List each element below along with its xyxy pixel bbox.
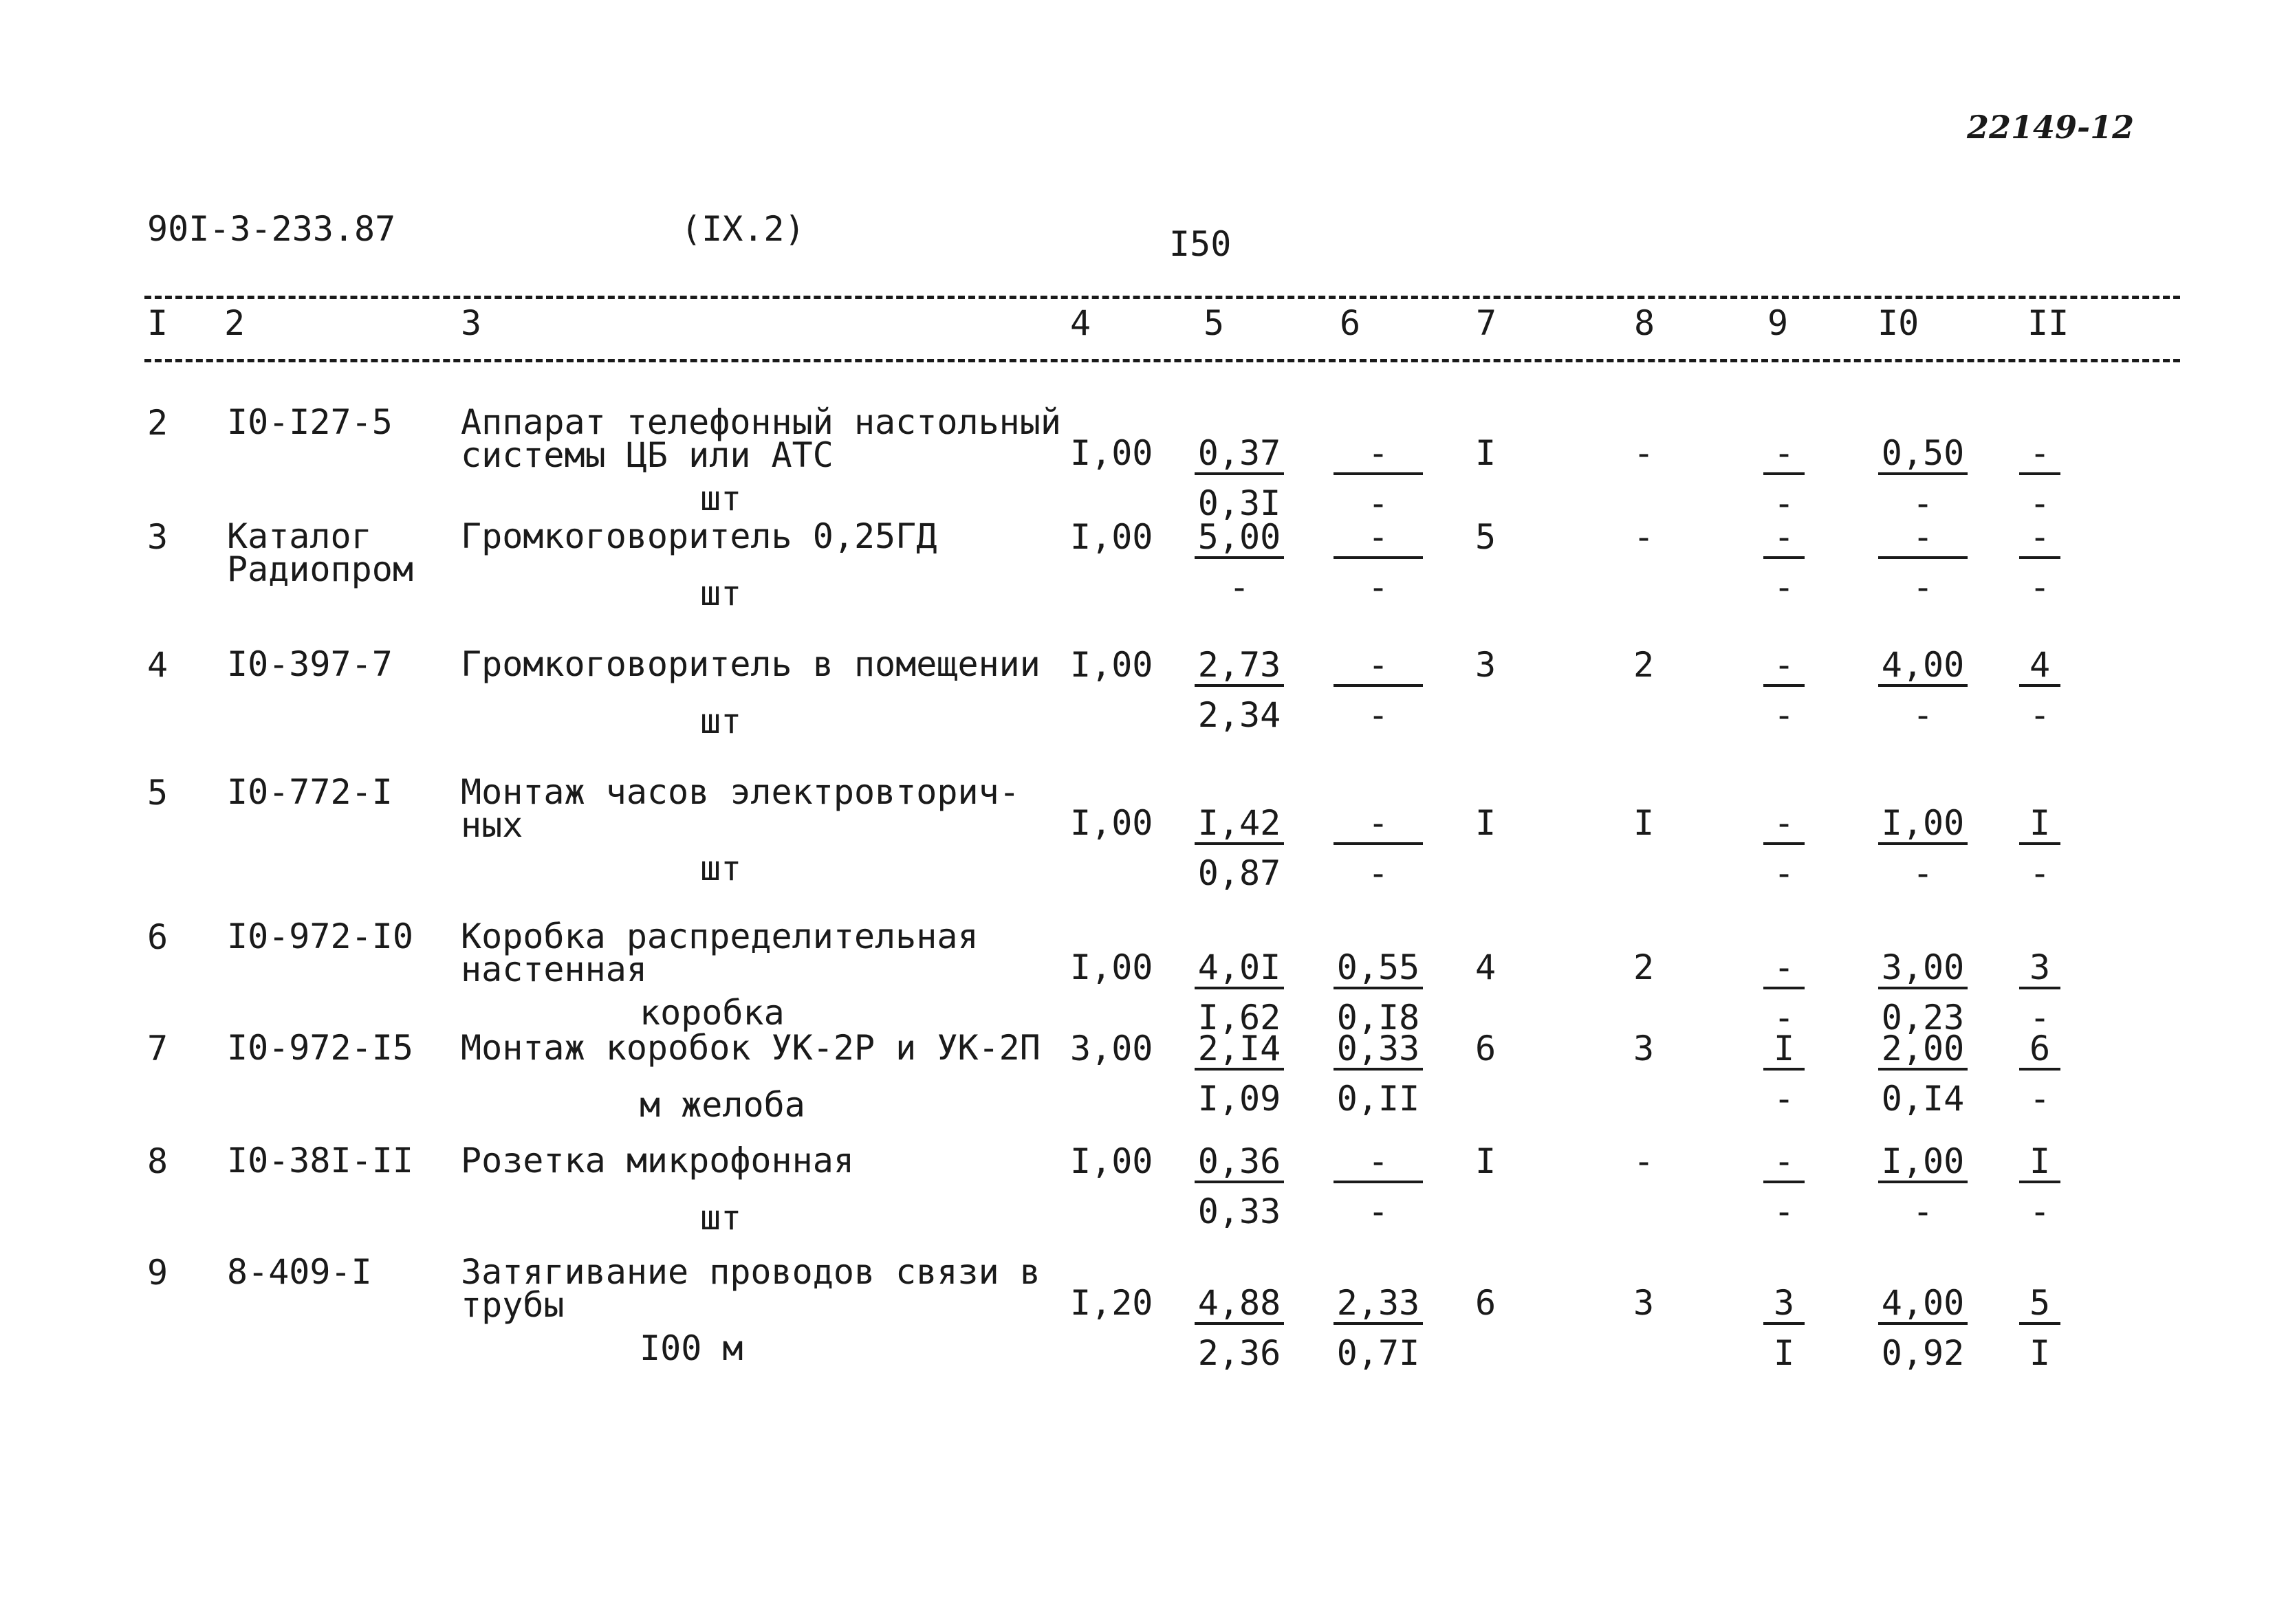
- column-header-6: 6: [1340, 303, 1361, 343]
- fraction-c5: [1195, 1283, 1284, 1373]
- fraction-c5: [1195, 947, 1284, 1038]
- norm-code: Каталог: [227, 516, 372, 556]
- unit-of-measure: шт: [700, 701, 742, 741]
- norm-code: I0-972-I0: [227, 917, 413, 956]
- denominator-c9: -: [1773, 998, 1795, 1038]
- fraction-c10: [1878, 1283, 1968, 1373]
- quantity: I,00: [1070, 645, 1153, 685]
- denominator-c5: 0,87: [1197, 853, 1281, 893]
- fraction-c5: [1195, 433, 1284, 523]
- fraction-c5: [1195, 1029, 1284, 1119]
- norm-code: I0-I27-5: [227, 402, 393, 442]
- value-c7: I: [1474, 433, 1496, 473]
- norm-code: 8-409-I: [227, 1252, 372, 1292]
- fraction-c9: [1763, 517, 1805, 607]
- numerator-c5: 5,00: [1195, 520, 1284, 559]
- denominator-c5: 2,34: [1197, 695, 1281, 735]
- numerator-c11: 4: [2019, 648, 2060, 687]
- header-rule-top: [144, 296, 2180, 299]
- denominator-c9: -: [1773, 1192, 1795, 1231]
- denominator-c6: 0,I8: [1336, 998, 1420, 1038]
- value-c7: I: [1474, 1141, 1496, 1181]
- denominator-c9: -: [1773, 1079, 1795, 1119]
- numerator-c9: -: [1763, 520, 1805, 559]
- fraction-c11: [2019, 433, 2060, 523]
- fraction-c6: [1334, 1029, 1423, 1119]
- value-c7: 6: [1474, 1283, 1496, 1323]
- fraction-c6: [1334, 1283, 1423, 1373]
- quantity: I,00: [1070, 517, 1153, 557]
- denominator-c5: 2,36: [1197, 1333, 1281, 1373]
- denominator-c6: -: [1367, 853, 1389, 893]
- numerator-c10: 3,00: [1878, 950, 1968, 989]
- norm-code: Радиопром: [227, 549, 413, 589]
- quantity: I,20: [1070, 1283, 1153, 1323]
- work-description: Громкоговоритель в помещении: [461, 644, 1041, 684]
- denominator-c11: -: [2029, 853, 2051, 893]
- fraction-c10: [1878, 947, 1968, 1038]
- numerator-c10: -: [1878, 520, 1968, 559]
- numerator-c9: -: [1763, 806, 1805, 845]
- numerator-c11: 6: [2019, 1031, 2060, 1071]
- work-description: системы ЦБ или АТС: [461, 435, 834, 475]
- fraction-c9: [1763, 1029, 1805, 1119]
- fraction-c6: [1334, 803, 1423, 893]
- work-description: трубы: [461, 1285, 565, 1325]
- column-header-10: I0: [1877, 303, 1919, 343]
- work-description: ных: [461, 805, 523, 845]
- column-header-11: II: [2027, 303, 2069, 343]
- denominator-c6: -: [1367, 483, 1389, 523]
- numerator-c5: 2,I4: [1195, 1031, 1284, 1071]
- fraction-c6: [1334, 947, 1423, 1038]
- work-description: Коробка распределительная: [461, 917, 979, 956]
- denominator-c6: -: [1367, 567, 1389, 607]
- work-description: Монтаж часов электровторич-: [461, 772, 1020, 812]
- unit-of-measure: I00 м: [640, 1328, 743, 1368]
- denominator-c6: 0,II: [1336, 1079, 1420, 1119]
- fraction-c6: [1334, 1141, 1423, 1231]
- fraction-c11: [2019, 1029, 2060, 1119]
- fraction-c9: [1763, 1283, 1805, 1373]
- row-number: 6: [147, 917, 168, 957]
- denominator-c5: -: [1228, 567, 1250, 607]
- work-description: Монтаж коробок УК-2Р и УК-2П: [461, 1028, 1041, 1068]
- numerator-c9: I: [1763, 1031, 1805, 1071]
- row-number: 3: [147, 517, 168, 557]
- denominator-c10: -: [1912, 695, 1934, 735]
- denominator-c9: -: [1773, 853, 1795, 893]
- fraction-c11: [2019, 947, 2060, 1038]
- denominator-c6: -: [1367, 695, 1389, 735]
- fraction-c6: [1334, 433, 1423, 523]
- denominator-c5: 0,33: [1197, 1192, 1281, 1231]
- quantity: 3,00: [1070, 1029, 1153, 1068]
- column-header-4: 4: [1070, 303, 1091, 343]
- numerator-c11: 3: [2019, 950, 2060, 989]
- fraction-c10: [1878, 803, 1968, 893]
- numerator-c9: -: [1763, 1144, 1805, 1183]
- value-c8: 3: [1633, 1029, 1655, 1068]
- fraction-c6: [1334, 517, 1423, 607]
- unit-of-measure: шт: [700, 573, 742, 613]
- value-c8: 3: [1633, 1283, 1655, 1323]
- value-c7: 5: [1474, 517, 1496, 557]
- value-c8: I: [1633, 803, 1655, 843]
- unit-of-measure: шт: [700, 848, 742, 888]
- numerator-c6: -: [1334, 436, 1423, 475]
- numerator-c10: I,00: [1878, 806, 1968, 845]
- denominator-c5: I,09: [1197, 1079, 1281, 1119]
- numerator-c5: 4,0I: [1195, 950, 1284, 989]
- value-c8: -: [1633, 433, 1655, 473]
- numerator-c5: I,42: [1195, 806, 1284, 845]
- work-description: Затягивание проводов связи в: [461, 1252, 1041, 1292]
- denominator-c10: 0,I4: [1881, 1079, 1965, 1119]
- denominator-c5: 0,3I: [1197, 483, 1281, 523]
- numerator-c6: -: [1334, 520, 1423, 559]
- numerator-c11: I: [2019, 1144, 2060, 1183]
- work-description: Аппарат телефонный настольный: [461, 402, 1061, 442]
- denominator-c11: -: [2029, 1079, 2051, 1119]
- value-c8: -: [1633, 517, 1655, 557]
- numerator-c11: -: [2019, 520, 2060, 559]
- value-c7: 4: [1474, 947, 1496, 987]
- denominator-c9: -: [1773, 695, 1795, 735]
- column-header-1: I: [147, 303, 168, 343]
- numerator-c9: -: [1763, 950, 1805, 989]
- fraction-c10: [1878, 1141, 1968, 1231]
- numerator-c10: 4,00: [1878, 1286, 1968, 1325]
- fraction-c11: [2019, 1283, 2060, 1373]
- work-description: настенная: [461, 950, 647, 989]
- row-number: 7: [147, 1029, 168, 1068]
- numerator-c6: -: [1334, 648, 1423, 687]
- denominator-c10: -: [1912, 1192, 1934, 1231]
- norm-code: I0-397-7: [227, 644, 393, 684]
- unit-of-measure: м желоба: [640, 1085, 805, 1125]
- numerator-c11: I: [2019, 806, 2060, 845]
- numerator-c11: -: [2019, 436, 2060, 475]
- fraction-c10: [1878, 645, 1968, 735]
- fraction-c11: [2019, 803, 2060, 893]
- numerator-c6: -: [1334, 806, 1423, 845]
- denominator-c11: -: [2029, 998, 2051, 1038]
- header-rule-bottom: [144, 359, 2180, 362]
- numerator-c10: 4,00: [1878, 648, 1968, 687]
- fraction-c9: [1763, 947, 1805, 1038]
- numerator-c6: 0,55: [1334, 950, 1423, 989]
- numerator-c6: -: [1334, 1144, 1423, 1183]
- value-c8: 2: [1633, 947, 1655, 987]
- row-number: 5: [147, 773, 168, 813]
- value-c7: 6: [1474, 1029, 1496, 1068]
- work-description: Громкоговоритель 0,25ГД: [461, 516, 937, 556]
- numerator-c6: 0,33: [1334, 1031, 1423, 1071]
- numerator-c9: -: [1763, 648, 1805, 687]
- norm-code: I0-772-I: [227, 772, 393, 812]
- fraction-c9: [1763, 1141, 1805, 1231]
- fraction-c10: [1878, 433, 1968, 523]
- numerator-c10: I,00: [1878, 1144, 1968, 1183]
- column-header-2: 2: [224, 303, 246, 343]
- denominator-c11: I: [2029, 1333, 2051, 1373]
- column-header-8: 8: [1634, 303, 1655, 343]
- fraction-c9: [1763, 803, 1805, 893]
- norm-code: I0-972-I5: [227, 1028, 413, 1068]
- denominator-c11: -: [2029, 483, 2051, 523]
- column-header-9: 9: [1767, 303, 1789, 343]
- denominator-c9: -: [1773, 567, 1795, 607]
- quantity: I,00: [1070, 433, 1153, 473]
- numerator-c9: -: [1763, 436, 1805, 475]
- value-c8: -: [1633, 1141, 1655, 1181]
- denominator-c9: -: [1773, 483, 1795, 523]
- numerator-c5: 4,88: [1195, 1286, 1284, 1325]
- page-number: I50: [1169, 224, 1232, 264]
- fraction-c11: [2019, 645, 2060, 735]
- denominator-c10: 0,92: [1881, 1333, 1965, 1373]
- column-header-7: 7: [1476, 303, 1497, 343]
- denominator-c11: -: [2029, 567, 2051, 607]
- fraction-c11: [2019, 517, 2060, 607]
- denominator-c11: -: [2029, 1192, 2051, 1231]
- denominator-c9: I: [1773, 1333, 1795, 1373]
- denominator-c5: I,62: [1197, 998, 1281, 1038]
- denominator-c10: -: [1912, 567, 1934, 607]
- numerator-c5: 0,36: [1195, 1144, 1284, 1183]
- numerator-c9: 3: [1763, 1286, 1805, 1325]
- row-number: 8: [147, 1141, 168, 1181]
- denominator-c6: -: [1367, 1192, 1389, 1231]
- work-description: Розетка микрофонная: [461, 1141, 854, 1181]
- denominator-c11: -: [2029, 695, 2051, 735]
- norm-code: I0-38I-II: [227, 1141, 413, 1181]
- denominator-c10: -: [1912, 853, 1934, 893]
- numerator-c5: 0,37: [1195, 436, 1284, 475]
- value-c8: 2: [1633, 645, 1655, 685]
- column-header-5: 5: [1204, 303, 1225, 343]
- denominator-c10: 0,23: [1881, 998, 1965, 1038]
- fraction-c10: [1878, 517, 1968, 607]
- denominator-c10: -: [1912, 483, 1934, 523]
- handwritten-archive-number: 22149-12: [1967, 109, 2135, 146]
- column-header-3: 3: [461, 303, 482, 343]
- fraction-c5: [1195, 1141, 1284, 1231]
- section-number: (IX.2): [681, 209, 805, 249]
- quantity: I,00: [1070, 803, 1153, 843]
- numerator-c6: 2,33: [1334, 1286, 1423, 1325]
- unit-of-measure: коробка: [640, 993, 785, 1033]
- fraction-c5: [1195, 803, 1284, 893]
- numerator-c10: 0,50: [1878, 436, 1968, 475]
- row-number: 2: [147, 403, 168, 443]
- fraction-c5: [1195, 517, 1284, 607]
- value-c7: 3: [1474, 645, 1496, 685]
- numerator-c10: 2,00: [1878, 1031, 1968, 1071]
- numerator-c11: 5: [2019, 1286, 2060, 1325]
- fraction-c9: [1763, 645, 1805, 735]
- denominator-c6: 0,7I: [1336, 1333, 1420, 1373]
- numerator-c5: 2,73: [1195, 648, 1284, 687]
- unit-of-measure: шт: [700, 479, 742, 518]
- fraction-c6: [1334, 645, 1423, 735]
- quantity: I,00: [1070, 1141, 1153, 1181]
- fraction-c11: [2019, 1141, 2060, 1231]
- value-c7: I: [1474, 803, 1496, 843]
- row-number: 4: [147, 645, 168, 685]
- row-number: 9: [147, 1253, 168, 1293]
- document-code: 90I-3-233.87: [147, 209, 396, 249]
- fraction-c5: [1195, 645, 1284, 735]
- fraction-c9: [1763, 433, 1805, 523]
- quantity: I,00: [1070, 947, 1153, 987]
- unit-of-measure: шт: [700, 1198, 742, 1238]
- fraction-c10: [1878, 1029, 1968, 1119]
